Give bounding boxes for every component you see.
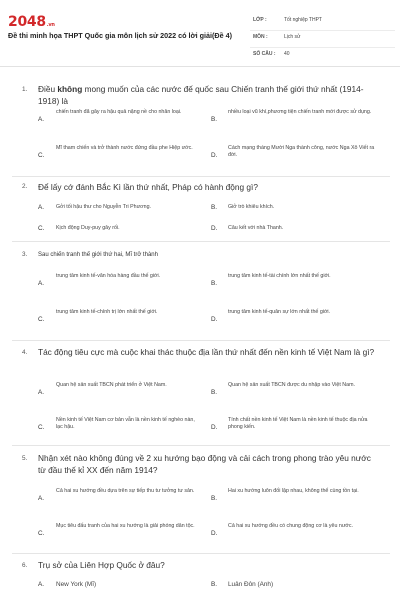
question-text: Sau chiến tranh thế giới thứ hai, Mĩ trở thành [38,252,158,258]
option-letter: A. [38,116,45,123]
meta-label: MÔN : [253,34,268,40]
option-text[interactable]: Cả hai xu hướng đều dựa trên sự tiếp thu tư tưởng tư sản. [56,488,195,494]
question-separator [12,553,390,554]
option-text[interactable]: Kịch động Duy-puy gây rối. [56,225,120,231]
option-text[interactable]: trung tâm kinh tế-chính trị lớn nhất thế giới. [56,309,158,315]
option-letter: C. [38,316,45,323]
option-text[interactable]: Câu kết với nhà Thanh. [228,225,284,231]
option-letter: B. [211,389,218,396]
question-separator [12,241,390,242]
logo-suffix: .vn [46,22,55,28]
option-letter: D. [211,152,218,159]
question-separator [12,445,390,446]
meta-label: LỚP : [253,17,267,23]
header [0,0,400,62]
option-text[interactable]: Cả hai xu hướng đều có chung động cơ là yêu nước. [228,523,353,529]
question-text: Tác động tiêu cực mà cuộc khai thác thuộc địa lần thứ nhất đến nền kinh tế Việt Nam là gì? [38,347,375,357]
site-logo[interactable] [8,14,55,30]
meta-label: SỐ CÂU : [253,51,276,57]
document-meta [250,14,395,65]
meta-row-class [250,14,395,31]
option-letter: C. [38,152,45,159]
option-text[interactable]: Cách mạng tháng Mười Nga thành công, nước Nga Xô Viết ra đời. [228,145,375,159]
option-letter: C. [38,225,45,232]
question-text: Trụ sở của Liên Hợp Quốc ở đâu? [38,560,165,570]
meta-value: Tốt nghiệp THPT [284,17,322,23]
option-text[interactable]: Mĩ tham chiến và trở thành nước đứng đầu phe Hiệp ước. [56,145,193,151]
meta-value: 40 [284,51,290,57]
option-letter: B. [211,581,218,588]
option-text[interactable]: Quan hệ sản xuất TBCN phát triển ở Việt Nam. [56,382,167,388]
option-text[interactable]: nhiều loại vũ khí,phương tiện chiến tranh mới được sử dụng. [228,109,372,115]
option-letter: C. [38,424,45,431]
question-separator [12,176,390,177]
meta-row-subject [250,31,395,48]
option-text[interactable]: trung tâm kinh tế-văn hóa hàng đầu thế giới. [56,273,161,279]
option-text[interactable]: Giở trò khiêu khích. [228,204,275,210]
option-letter: A. [38,204,45,211]
question-number: 3. [22,251,28,258]
option-letter: D. [211,424,218,431]
option-text[interactable]: Tính chất nền kinh tế Việt Nam là nền kinh tế thuộc địa nửa phong kiến. [228,417,368,431]
document-title: Đề thi minh họa THPT Quốc gia môn lịch sử 2022 có lời giải(Đề 4) [8,31,232,40]
option-letter: A. [38,495,45,502]
option-text[interactable]: Mục tiêu đấu tranh của hai xu hướng là giải phóng dân tộc. [56,523,195,529]
question-text: Để lấy cớ đánh Bắc Kì lần thứ nhất, Pháp có hành động gì? [38,182,258,192]
question-number: 5. [22,455,28,462]
option-letter: B. [211,495,218,502]
option-letter: A. [38,280,45,287]
question-text: Điều không mong muốn của các nước đế quốc sau Chiến tranh thế giới thứ nhất (1914- 1918) là [38,84,364,106]
question-number: 6. [22,562,28,569]
option-letter: A. [38,389,45,396]
option-text[interactable]: Luân Đôn (Anh) [228,581,274,588]
option-text[interactable]: chiến tranh đã gây ra hậu quả nặng nề cho nhân loại. [56,109,182,115]
logo-text: 2048 [8,14,46,30]
option-letter: D. [211,225,218,232]
option-letter: D. [211,530,218,537]
option-text[interactable]: Gởi tối hậu thư cho Nguyễn Tri Phương. [56,204,152,210]
question-number: 4. [22,349,28,356]
option-text[interactable]: trung tâm kinh tế-tài chính lớn nhất thế giới. [228,273,331,279]
question-separator [12,340,390,341]
meta-row-count [250,48,395,65]
option-letter: D. [211,316,218,323]
option-letter: A. [38,581,45,588]
question-number: 2. [22,183,28,190]
question-number: 1. [22,86,28,93]
option-text[interactable]: Quan hệ sản xuất TBCN được du nhập vào Việt Nam. [228,382,355,388]
question-text: Nhận xét nào không đúng về 2 xu hướng bạo động và cải cách trong phong trào yêu nước từ đầu thế kỉ XX đến năm 1914? [38,453,371,475]
option-text[interactable]: Nền kinh tế Việt Nam cơ bản vẫn là nền kinh tế nghèo nàn, lạc hậu. [56,417,195,431]
option-letter: B. [211,204,218,211]
option-text[interactable]: trung tâm kinh tế-quân sự lớn nhất thế giới. [228,309,331,315]
option-letter: C. [38,530,45,537]
option-letter: B. [211,116,218,123]
header-divider [0,66,400,67]
option-text[interactable]: Hai xu hướng luôn đối lập nhau, không thể cùng tồn tại. [228,488,359,494]
option-letter: B. [211,280,218,287]
option-text[interactable]: New York (Mĩ) [56,581,97,588]
meta-value: Lịch sử [284,34,301,40]
